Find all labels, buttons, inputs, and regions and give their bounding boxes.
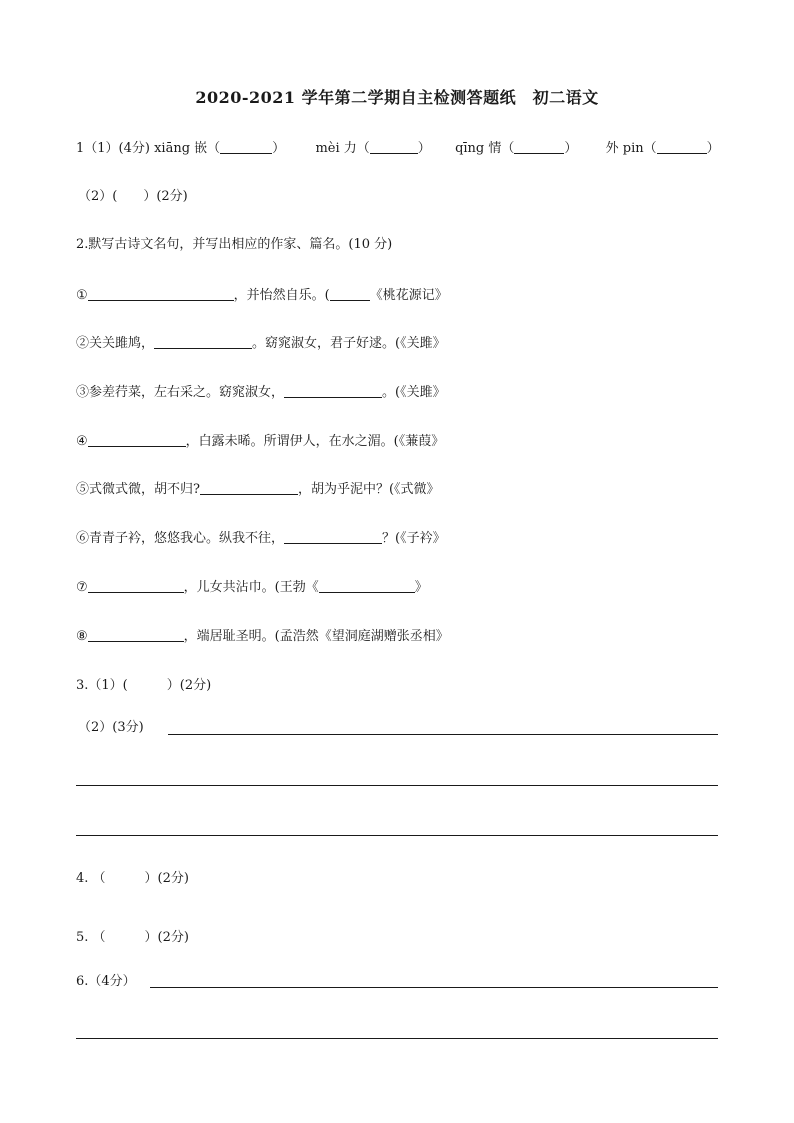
q2-blank-3[interactable] [284,383,382,398]
q3-answer-line-3[interactable] [76,835,718,836]
q1-item-2-label: mèi 力（ [315,141,370,156]
q2-item-2 [76,334,446,353]
q2-item-4 [76,432,444,451]
q2-item-7-pre: ⑦ [76,580,88,595]
q2-item-5 [76,480,440,499]
question-5[interactable]: 5. （ ）(2分) [76,930,189,945]
q2-item-1-source: 《桃花源记》 [369,288,448,303]
q2-blank-2[interactable] [154,334,252,349]
question-6-label: 6.（4分） [76,974,136,989]
q2-blank-5[interactable] [200,480,298,495]
q2-item-8-pre: ⑧ [76,629,88,644]
q2-item-2-post: 。窈窕淑女，君子好逑。(《关雎》 [252,336,446,351]
q6-answer-line-2[interactable] [76,1038,718,1039]
q2-item-1 [76,286,448,305]
q2-blank-6[interactable] [284,529,382,544]
q2-item-6 [76,529,446,548]
q2-item-3 [76,383,446,402]
q1-item-1-label: 1（1）(4分) xiāng 嵌（ [76,141,221,156]
q1-item-3-label: qīng 情（ [455,141,515,156]
q2-item-7-close: 》 [414,580,428,595]
question-3-part-1[interactable]: 3.（1）( ）(2分) [76,678,212,693]
q6-answer-line-1[interactable] [150,987,718,988]
question-1-line-2[interactable]: （2）( ）(2分) [78,189,188,204]
q1-item-2-close: ） [417,141,431,156]
q2-blank-1[interactable] [88,286,234,301]
q2-item-5-post: ，胡为乎泥中？(《式微》 [297,482,440,497]
q2-blank-7b[interactable] [319,578,415,593]
page-title: 2020-2021 学年第二学期自主检测答题纸 初二语文 [195,88,599,107]
q2-item-5-pre: ⑤式微式微，胡不归? [76,482,200,497]
q1-blank-1[interactable] [220,139,272,154]
question-3-part-2-label: （2）(3分) [78,720,144,735]
q1-blank-3[interactable] [514,139,564,154]
q1-item-1-close: ） [272,141,286,156]
q3-answer-line-1[interactable] [168,734,718,735]
q2-item-2-pre: ②关关雎鸠， [76,336,155,351]
q2-blank-8[interactable] [88,627,184,642]
q2-item-3-post: 。(《关雎》 [382,385,446,400]
question-1-line-1 [76,139,720,158]
q1-blank-2[interactable] [370,139,418,154]
q1-item-4-label: 外 pin（ [605,141,657,156]
q3-answer-line-2[interactable] [76,785,718,786]
q2-item-4-pre: ④ [76,434,88,449]
q2-item-7 [76,578,428,597]
q1-blank-4[interactable] [657,139,707,154]
q2-item-7-post: ，儿女共沾巾。(王勃《 [183,580,319,595]
q2-item-6-pre: ⑥青青子衿，悠悠我心。纵我不往， [76,531,285,546]
q2-blank-7[interactable] [88,578,184,593]
q1-item-3-close: ） [564,141,578,156]
q2-item-4-post: ，白露未晞。所谓伊人，在水之湄。(《蒹葭》 [185,434,445,449]
question-2-heading: 2.默写古诗文名句，并写出相应的作家、篇名。(10 分) [76,237,393,252]
q2-blank-4[interactable] [88,432,186,447]
q2-item-1-pre: ① [76,288,88,303]
question-4[interactable]: 4. （ ）(2分) [76,871,189,886]
q1-item-4-close: ） [706,141,720,156]
q2-item-3-pre: ③参差荇菜，左右采之。窈窕淑女， [76,385,285,400]
q2-item-1-post: ，并怡然自乐。( [233,288,330,303]
q2-item-8-post: ，端居耻圣明。(孟浩然《望洞庭湖赠张丞相》 [183,629,449,644]
q2-item-8 [76,627,449,646]
q2-item-6-post: ？(《子衿》 [382,531,446,546]
q2-blank-1b[interactable] [330,286,370,301]
